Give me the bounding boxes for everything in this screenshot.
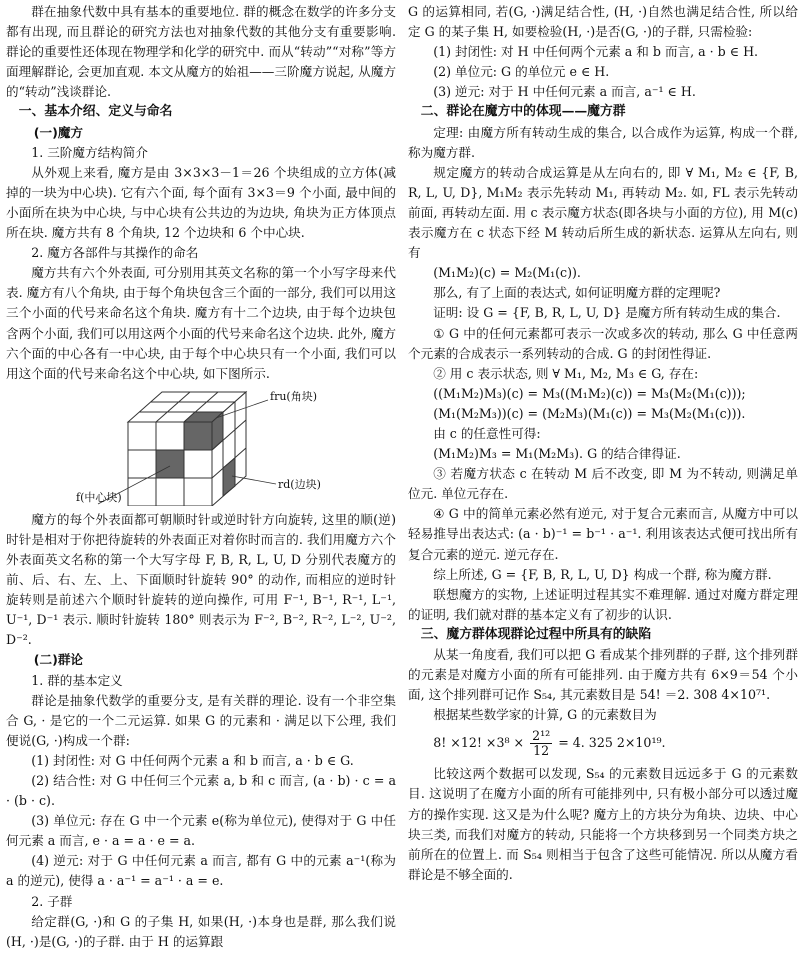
equation-group-order [408, 729, 798, 758]
label-edge-piece: rd(边块) [278, 477, 321, 491]
item-heading-structure: 1. 三阶魔方结构简介 [31, 144, 148, 160]
group-order-fraction [530, 729, 552, 758]
intro-paragraph: 群在抽象代数中具有基本的重要地位. 群的概念在数学的许多分支都有出现, 而且群论的研究方法也对抽象代数的其他分支有重要影响. 群论的重要性还体现在物理学和化学的研究中. 而从“转动”“对称”等方面理解群论, 会更加直观. 本文从魔方的始祖——三阶魔方说起, 从魔方的“转动”浅谈群论. [6, 4, 396, 100]
left-column [6, 2, 396, 952]
corner-piece-mark [184, 422, 212, 450]
equation-composition: (M₁M₂)(c) = M₂(M₁(c)). [433, 265, 581, 281]
proof-arbitrary-c: 由 c 的任意性可得: [433, 425, 541, 441]
proof-step-identity: ③ 若魔方状态 c 在转动 M 后不改变, 即 M 为不转动, 则满足单位元. 单位元存在. [408, 466, 798, 502]
subgroup-paragraph: 给定群(G, ·)和 G 的子集 H, 如果(H, ·)本身也是群, 那么我们说(H, ·)是(G, ·)的子群. 由于 H 的运算跟 [6, 913, 396, 949]
fraction-numerator: 2¹² [532, 728, 551, 744]
equation-assoc-result: (M₁M₂)M₃ = M₁(M₂M₃). G 的结合律得证. [433, 446, 681, 462]
center-piece-mark [156, 450, 184, 478]
axiom-identity: (3) 单位元: 存在 G 中一个元素 e(称为单位元), 使得对于 G 中任何元素 a 而言, e · a = a · e = a. [6, 813, 396, 849]
item-heading-naming: 2. 魔方各部件与其操作的命名 [31, 245, 199, 261]
subgroup-check-closure: (1) 封闭性: 对 H 中任何两个元素 a 和 b 而言, a · b ∈ H. [433, 44, 759, 60]
structure-paragraph: 从外观上来看, 魔方是由 3×3×3－1＝26 个块组成的立方体(减掉的一块为中心块). 它有六个面, 每个面有 3×3＝9 个小面, 最中间的小面所在块为中心块, 与中心块有公共边的为边块, 角块为正方体顶点所在块. 魔方共有 8 个角块, 12 个边块和 6 个中心块. [6, 164, 396, 241]
axiom-inverse: (4) 逆元: 对于 G 中任何元素 a 而言, 都有 G 中的元素 a⁻¹(称为 a 的逆元), 使得 a · a⁻¹ = a⁻¹ · a = e. [6, 853, 396, 889]
equation-assoc-2: (M₁(M₂M₃))(c) = (M₂M₃)(M₁(c)) = M₃(M₂(M₁(c))). [433, 405, 746, 421]
subgroup-check-inverse: (3) 逆元: 对于 H 中任何元素 a 而言, a⁻¹ ∈ H. [433, 84, 696, 100]
section-heading-3: 三、魔方群体现群论过程中所具有的缺陷 [420, 626, 652, 642]
subgroup-continued-paragraph: G 的运算相同, 若(G, ·)满足结合性, (H, ·)自然也满足结合性, 所以给定 G 的某子集 H, 如要检验(H, ·)是否(G, ·)的子群, 只需检验: [408, 4, 798, 40]
composition-paragraph: 规定魔方的转动合成运算是从左向右的, 即 ∀ M₁, M₂ ∈ {F, B, R, L, U, D}, M₁M₂ 表示先转动 M₁, 再转动 M₂. 如, FL 表示先转动前面, 再转动左面. 用 c 表示魔方状态(即各块与小面的方位), 用 M(c) 表示魔方在 c 状态下经 M 转动后所生成的新状态. 运算从左向右, 则有 [408, 164, 798, 261]
item-heading-group-definition: 1. 群的基本定义 [31, 672, 123, 688]
subsection-heading-group-theory: (二)群论 [33, 652, 84, 668]
group-order-left: 8! ×12! ×3⁸ × [433, 735, 525, 751]
section-heading-2: 二、群论在魔方中的体现——魔方群 [420, 104, 626, 120]
proof-intro-paragraph: 证明: 设 G = {F, B, R, L, U, D} 是魔方所有转动生成的集合. [433, 305, 781, 321]
comparison-paragraph: 比较这两个数据可以发现, S₅₄ 的元素数目远远多于 G 的元素数目. 这说明了在魔方小面的所有可能排列中, 只有极小部分可以透过魔方的操作实现. 这又是为什么呢? 魔方上的方块分为角块、边块、中心块三类, 而我们对魔方的转动, 只能将一个方块移到另一个同类方块之前所在的位置上. 而 S₅₄ 则相当于包含了这些可能情况. 所以从魔方看群论是不够全面的. [408, 766, 798, 882]
equation-assoc-1: ((M₁M₂)M₃)(c) = M₃((M₁M₂)(c)) = M₃(M₂(M₁(c))); [433, 385, 746, 401]
right-column [408, 2, 798, 885]
proof-conclusion: 综上所述, G = {F, B, R, L, U, D} 构成一个群, 称为魔方群. [433, 566, 772, 582]
theorem-paragraph: 定理: 由魔方所有转动生成的集合, 以合成作为运算, 构成一个群, 称为魔方群. [408, 124, 798, 160]
question-paragraph: 那么, 有了上面的表达式, 如何证明魔方群的定理呢? [433, 285, 721, 301]
section-heading-1: 一、基本介绍、定义与命名 [18, 104, 173, 120]
label-center-piece: f(中心块) [76, 490, 122, 504]
cube-diagram [6, 386, 396, 506]
permutation-paragraph: 从某一角度看, 我们可以把 G 看成某个排列群的子群, 这个排列群的元素是对魔方小面的所有可能排列. 由于魔方共有 6×9＝54 个小面, 这个排列群可记作 S₅₄, 其元素数目是 54! ＝2. 308 4×10⁷¹. [408, 647, 798, 703]
reflection-paragraph: 联想魔方的实物, 上述证明过程其实不难理解. 通过对魔方群定理的证明, 我们就对群的基本定义有了初步的认识. [408, 586, 798, 622]
group-definition-paragraph: 群论是抽象代数学的重要分支, 是有关群的理论. 设有一个非空集合 G, · 是它的一个二元运算. 如果 G 的元素和 · 满足以下公理, 我们便说(G, ·)构成一个群: [6, 692, 396, 748]
fraction-denominator: 12 [533, 743, 550, 759]
proof-step-inverse: ④ G 中的简单元素必然有逆元, 对于复合元素而言, 从魔方中可以轻易推导出表达式: (a · b)⁻¹ = b⁻¹ · a⁻¹. 利用该表达式便可找出所有复合元素的逆元. 逆元存在. [408, 506, 798, 562]
cube-figure [6, 386, 396, 506]
axiom-associativity: (2) 结合性: 对 G 中任何三个元素 a, b 和 c 而言, (a · b) · c = a · (b · c). [6, 773, 396, 809]
naming-paragraph: 魔方共有六个外表面, 可分别用其英文名称的第一个小写字母来代表. 魔方有八个角块, 由于每个角块包含三个面的一部分, 我们可以用这三个小面的代号来命名这个角块. 魔方有十二个边块, 由于每个边块包含两个小面, 我们可以用这两个小面的代号来命名这个边块. 此外, 魔方六个面的中心各有一中心块, 由于每个中心块只有一个小面, 我们可以用这个面的代号来命名这个中心块, 如下图所示. [6, 265, 396, 381]
label-corner-piece: fru(角块) [270, 389, 317, 403]
axiom-closure: (1) 封闭性: 对 G 中任何两个元素 a 和 b 而言, a · b ∈ G. [31, 752, 354, 768]
proof-step-closure: ① G 中的任何元素都可表示一次或多次的转动, 那么 G 中任意两个元素的合成表示一系列转动的合成. G 的封闭性得证. [408, 325, 798, 361]
subsection-heading-rubiks-cube: (一)魔方 [33, 124, 84, 140]
count-intro-paragraph: 根据某些数学家的计算, G 的元素数目为 [433, 707, 657, 723]
rotation-paragraph: 魔方的每个外表面都可朝顺时针或逆时针方向旋转, 这里的顺(逆)时针是相对于你把待旋转的外表面正对着你时而言的. 我们用魔方六个外表面英文名称的第一个大写字母 F, B, R, L, U, D 分别代表魔方的前、后、右、左、上、下面顺时针旋转 90° 的动作, 而相应的逆时针旋转则是前述六个顺时针旋转的逆向操作, 可用 F⁻¹, B⁻¹, R⁻¹, L⁻¹, U⁻¹, D⁻¹ 表示. 顺时针旋转 180° 则表示为 F⁻², B⁻², R⁻², L⁻², U⁻², D⁻². [6, 511, 396, 648]
item-heading-subgroup: 2. 子群 [31, 893, 73, 909]
group-order-right: = 4. 325 2×10¹⁹. [558, 735, 666, 751]
subgroup-check-identity: (2) 单位元: G 的单位元 e ∈ H. [433, 64, 610, 80]
proof-step-associativity: ② 用 c 表示状态, 则 ∀ M₁, M₂, M₃ ∈ G, 存在: [433, 365, 699, 381]
